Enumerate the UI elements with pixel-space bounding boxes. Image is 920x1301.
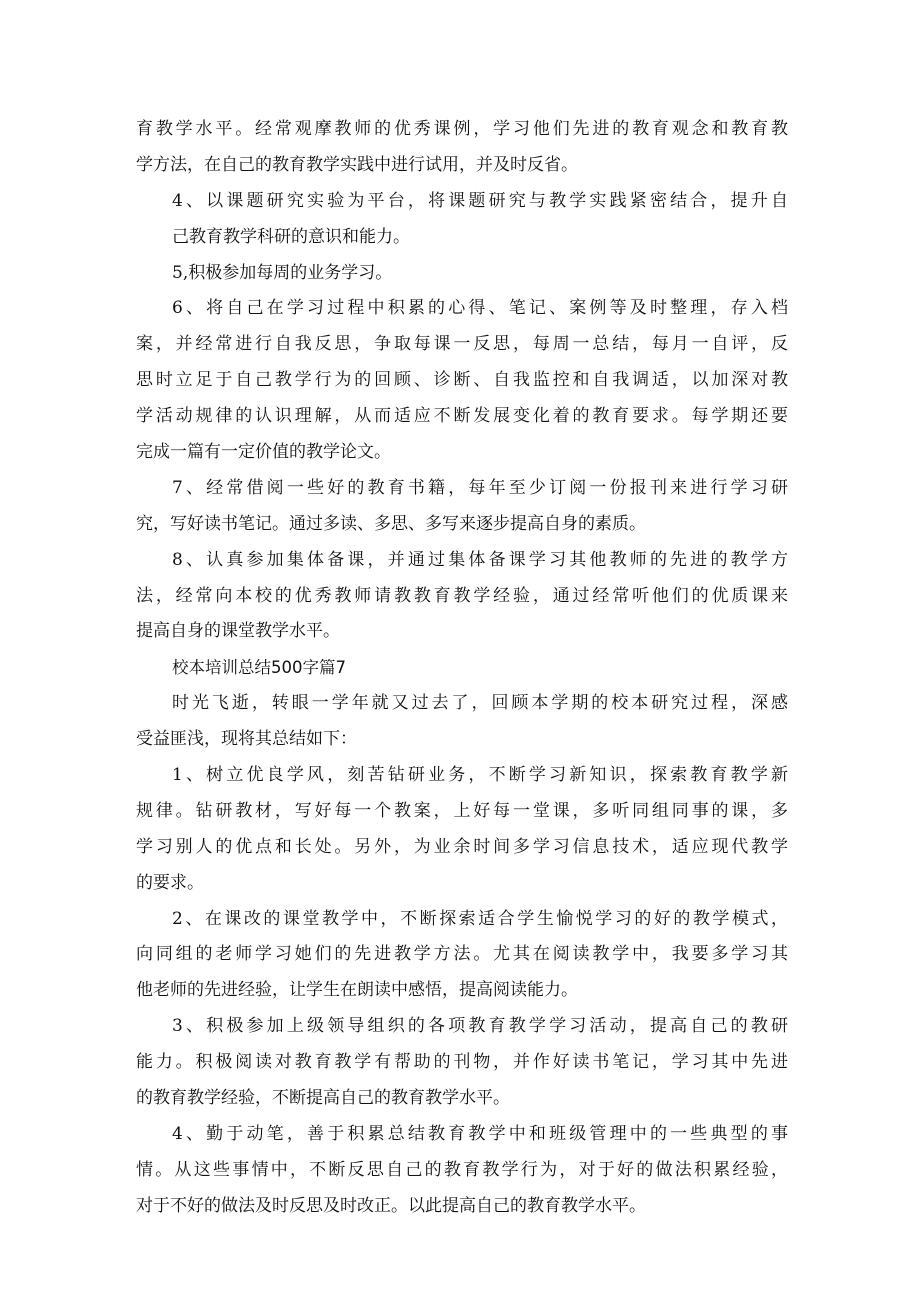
paragraph-intro <box>136 686 788 758</box>
paragraph-line: 完成一篇有一定价值的教学论文。 <box>136 442 391 463</box>
paragraph-line: 育教学水平。经常观摩教师的优秀课例，学习他们先进的教育观念和教育教 <box>136 119 788 139</box>
paragraph-line: 法，经常向本校的优秀教师请教教育教学经验，通过经常听他们的优质课来 <box>136 585 788 606</box>
section-heading <box>136 650 788 686</box>
paragraph-line: 2、在课改的课堂教学中，不断探索适合学生愉悦学习的好的教学模式， <box>172 908 788 929</box>
paragraph-continuation <box>136 112 788 184</box>
paragraph-line: 5,积极参加每周的业务学习。 <box>172 262 393 283</box>
paragraph-line: 学习别人的优点和长处。另外，为业余时间多学习信息技术，适应现代教学 <box>136 836 788 857</box>
paragraph-line: 对于不好的做法及时反思及时改正。以此提高自己的教育教学水平。 <box>136 1195 646 1216</box>
paragraph-line: 己教育教学科研的意识和能力。 <box>172 226 410 247</box>
paragraph-point-2 <box>136 902 788 1010</box>
paragraph-point-1 <box>136 758 788 902</box>
paragraph-line: 提高自身的课堂教学水平。 <box>136 621 340 642</box>
paragraph-item-6 <box>136 291 788 470</box>
paragraph-line: 1、树立优良学风，刻苦钻研业务，不断学习新知识，探索教育教学新 <box>172 765 788 786</box>
paragraph-line: 4、以课题研究实验为平台，将课题研究与教学实践紧密结合，提升自 <box>172 190 788 211</box>
paragraph-item-7 <box>136 471 788 543</box>
paragraph-line: 8、认真参加集体备课，并通过集体备课学习其他教师的先进的教学方 <box>172 549 788 570</box>
paragraph-item-5 <box>136 256 788 292</box>
paragraph-line: 7、经常借阅一些好的教育书籍，每年至少订阅一份报刊来进行学习研 <box>172 477 788 498</box>
paragraph-line: 情。从这些事情中，不断反思自己的教育教学行为，对于好的做法积累经验， <box>136 1159 788 1180</box>
section-title: 校本培训总结500字篇7 <box>172 658 346 678</box>
document-body <box>136 112 788 1225</box>
paragraph-line: 的要求。 <box>136 872 204 893</box>
paragraph-line: 案，并经常进行自我反思，争取每课一反思，每周一总结，每月一自评，反 <box>136 334 788 355</box>
paragraph-line: 学方法，在自己的教育教学实践中进行试用，并及时反省。 <box>136 154 578 175</box>
paragraph-line: 6、将自己在学习过程中积累的心得、笔记、案例等及时整理，存入档 <box>172 298 788 319</box>
paragraph-line: 3、积极参加上级领导组织的各项教育教学学习活动，提高自己的教研 <box>172 1016 788 1037</box>
paragraph-line: 的教育教学经验，不断提高自己的教育教学水平。 <box>136 1088 510 1109</box>
paragraph-item-8 <box>136 543 788 651</box>
paragraph-point-4 <box>136 1117 788 1225</box>
paragraph-line: 他老师的先进经验，让学生在朗读中感悟，提高阅读能力。 <box>136 980 578 1001</box>
paragraph-line: 时光飞逝，转眼一学年就又过去了，回顾本学期的校本研究过程，深感 <box>172 693 788 714</box>
paragraph-line: 思时立足于自己教学行为的回顾、诊断、自我监控和自我调适，以加深对教 <box>136 370 788 391</box>
paragraph-line: 4、勤于动笔，善于积累总结教育教学中和班级管理中的一些典型的事 <box>172 1123 788 1144</box>
paragraph-item-4 <box>136 184 788 256</box>
paragraph-line: 究，写好读书笔记。通过多读、多思、多写来逐步提高自身的素质。 <box>136 513 646 534</box>
paragraph-line: 能力。积极阅读对教育教学有帮助的刊物，并作好读书笔记，学习其中先进 <box>136 1052 788 1073</box>
paragraph-line: 向同组的老师学习她们的先进教学方法。尤其在阅读教学中，我要多学习其 <box>136 944 788 965</box>
paragraph-point-3 <box>136 1009 788 1117</box>
paragraph-line: 受益匪浅，现将其总结如下： <box>136 729 357 750</box>
paragraph-line: 学活动规律的认识理解，从而适应不断发展变化着的教育要求。每学期还要 <box>136 406 788 427</box>
paragraph-line: 规律。钻研教材，写好每一个教案，上好每一堂课，多听同组同事的课，多 <box>136 800 788 821</box>
